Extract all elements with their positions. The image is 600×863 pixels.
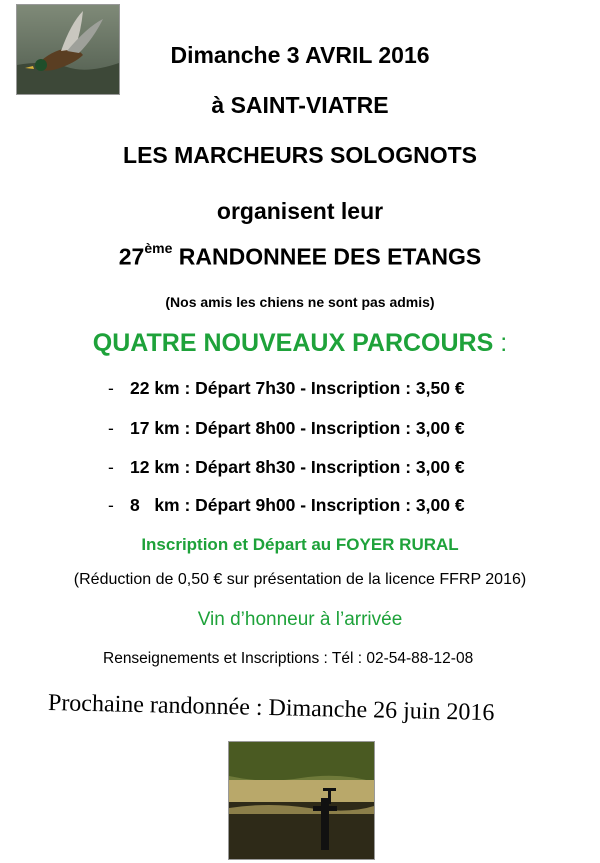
- route-item: [108, 378, 465, 399]
- event-title: [0, 240, 600, 271]
- edition-number: 27: [118, 243, 145, 270]
- edition-suffix: ème: [144, 240, 173, 256]
- dogs-notice: (Nos amis les chiens ne sont pas admis): [165, 294, 435, 310]
- routes-title: [0, 329, 600, 358]
- route-item: [108, 457, 465, 478]
- welcome-drink: Vin d’honneur à l’arrivée: [197, 609, 403, 630]
- route-text: 22 km : Départ 7h30 - Inscription : 3,50 €: [130, 378, 465, 398]
- route-text: 17 km : Départ 8h00 - Inscription : 3,00 €: [130, 418, 465, 438]
- route-text: 12 km : Départ 8h30 - Inscription : 3,00 €: [130, 457, 465, 477]
- route-dash: -: [108, 495, 114, 515]
- date-line: Dimanche 3 AVRIL 2016: [170, 42, 430, 68]
- route-dash: -: [108, 378, 114, 398]
- organise-line: organisent leur: [216, 198, 384, 224]
- pond-photo: [228, 741, 375, 860]
- event-name: RANDONNEE DES ETANGS: [178, 243, 482, 270]
- place-line: à SAINT-VIATRE: [211, 92, 389, 118]
- route-dash: -: [108, 418, 114, 438]
- next-hike: Prochaine randonnée : Dimanche 26 juin 2016: [47, 690, 495, 727]
- reduction-note: (Réduction de 0,50 € sur présentation de la licence FFRP 2016): [73, 571, 527, 588]
- route-dash: -: [108, 457, 114, 477]
- routes-title-colon: :: [500, 329, 508, 357]
- club-line: LES MARCHEURS SOLOGNOTS: [123, 142, 477, 168]
- route-item: [108, 495, 465, 516]
- contact-line: Renseignements et Inscriptions : Tél : 02-54-88-12-08: [103, 650, 474, 667]
- route-item: [108, 418, 465, 439]
- route-text: 8 km : Départ 9h00 - Inscription : 3,00 €: [130, 495, 465, 515]
- routes-title-text: QUATRE NOUVEAUX PARCOURS: [92, 329, 494, 357]
- registration-place: Inscription et Départ au FOYER RURAL: [141, 535, 459, 554]
